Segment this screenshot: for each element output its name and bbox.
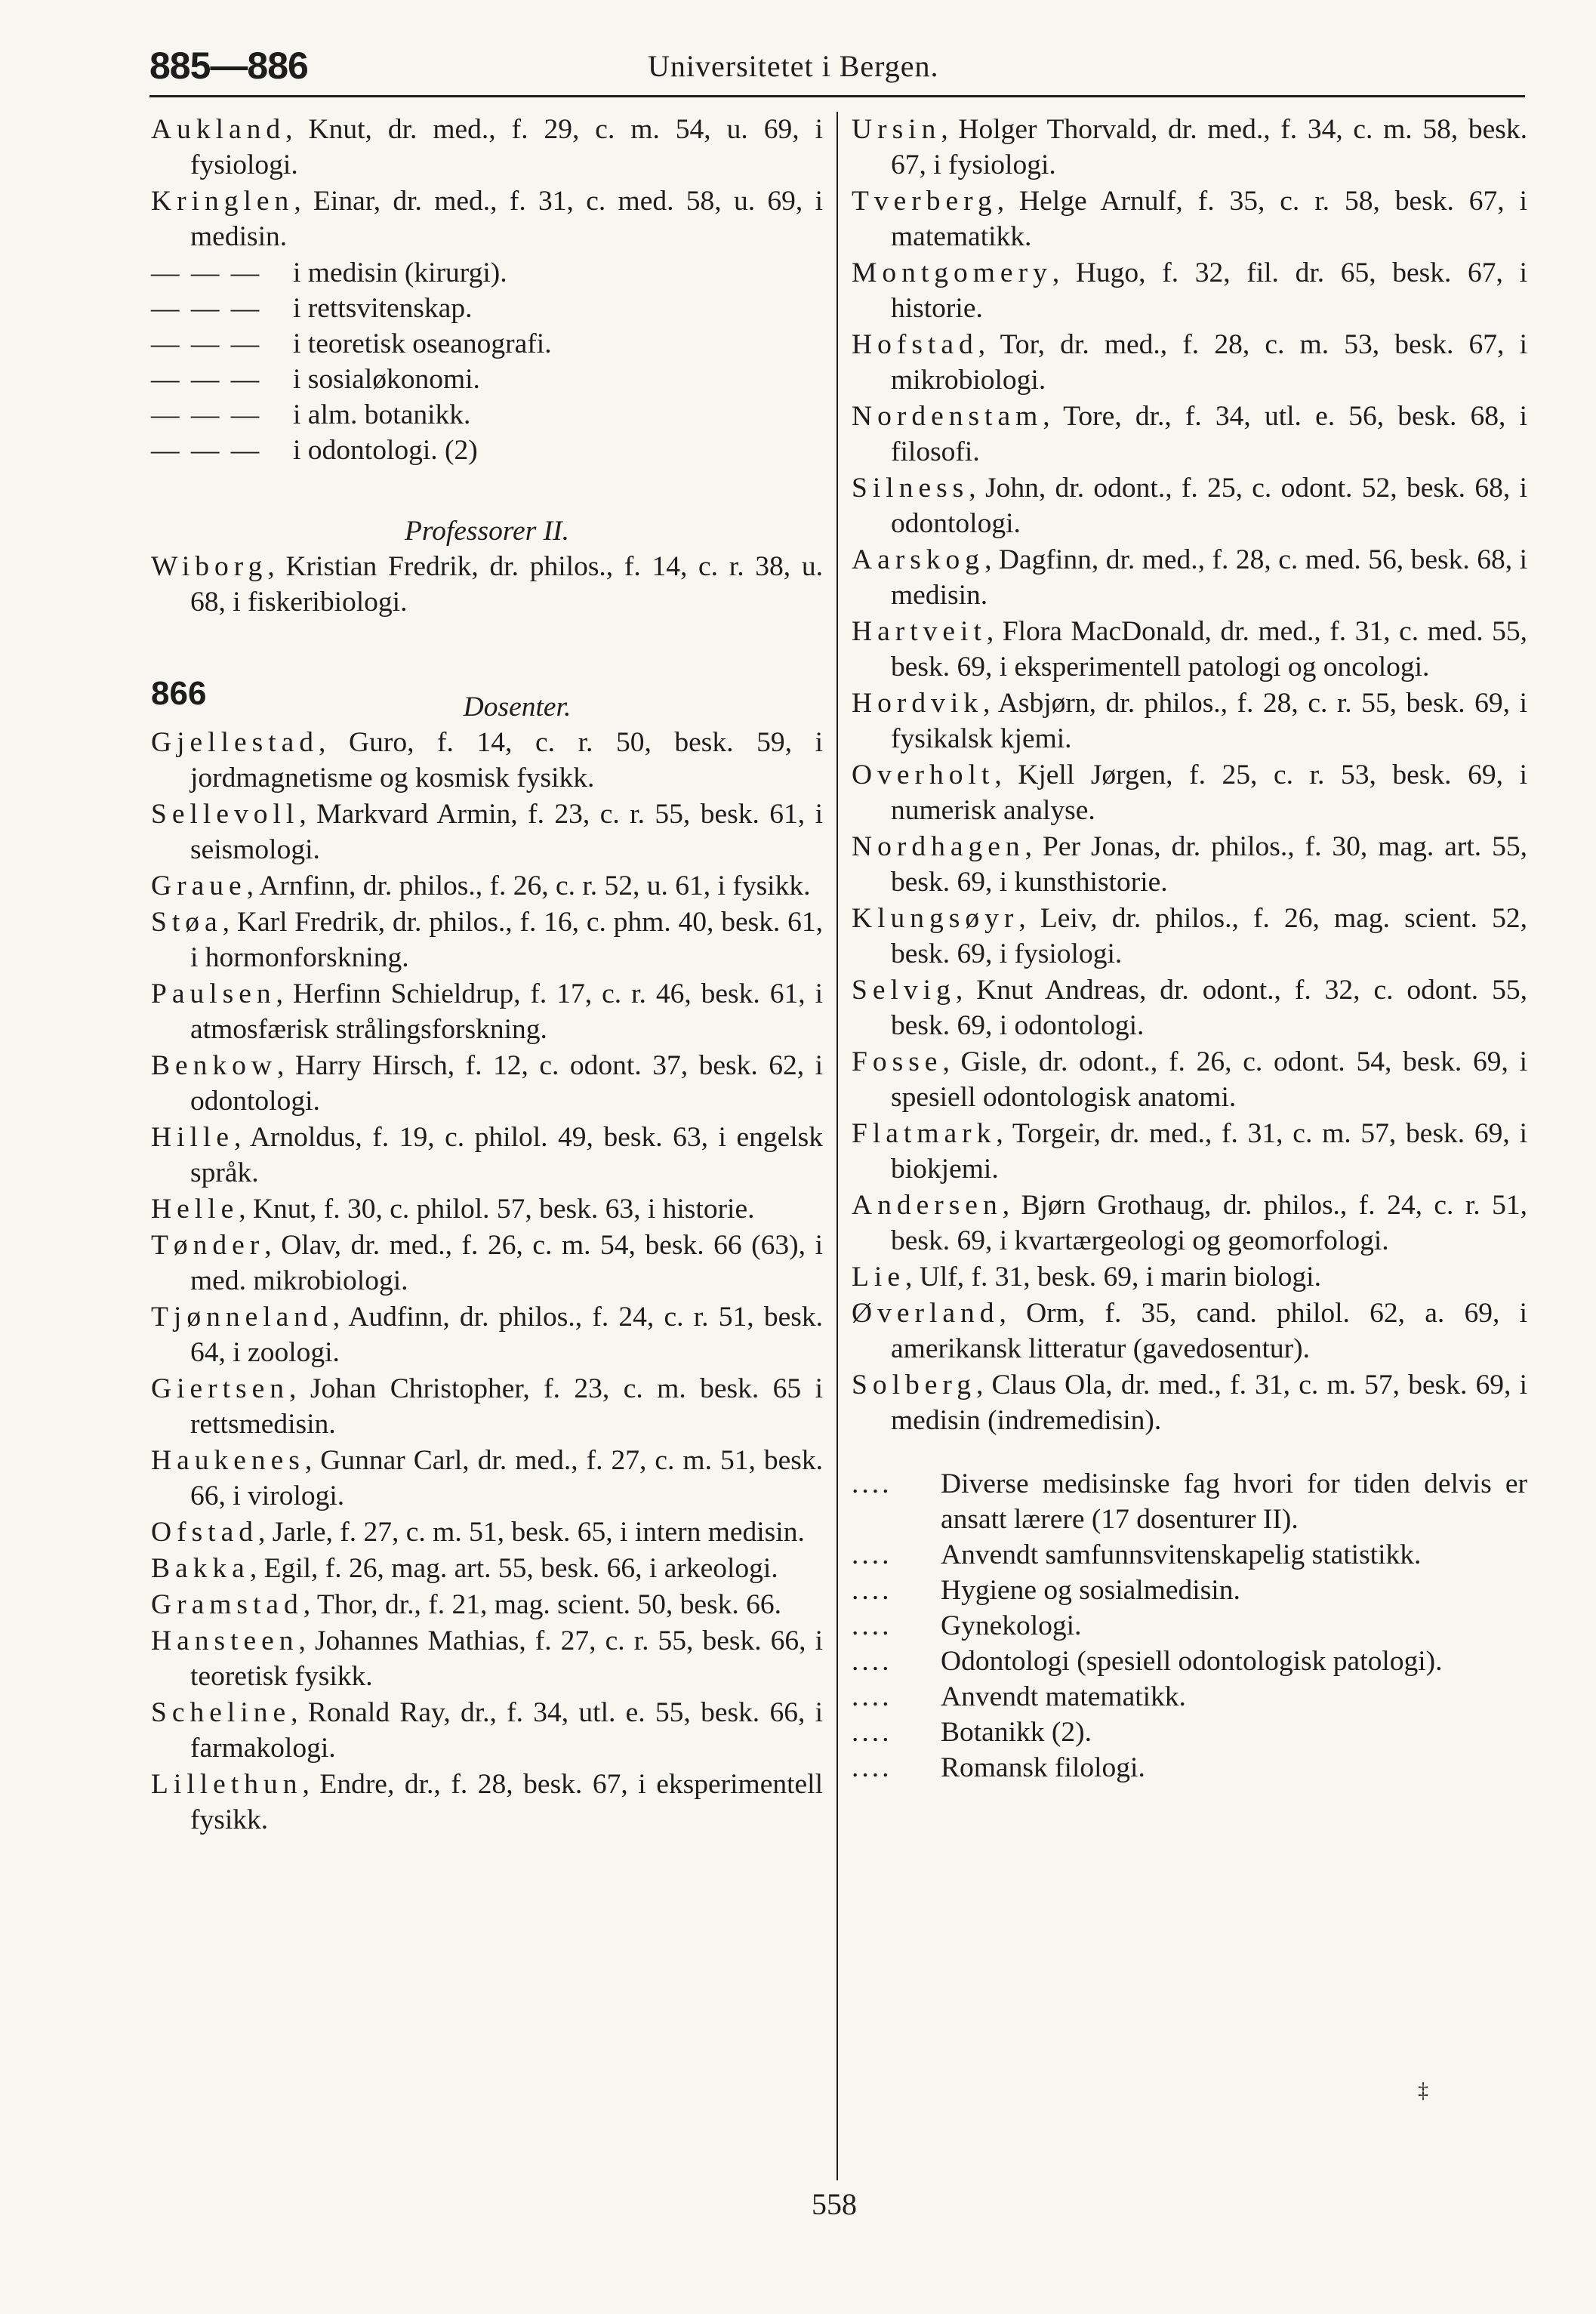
entry-surname: Lillethun	[151, 1769, 303, 1800]
running-title: Universitetet i Bergen.	[648, 49, 939, 83]
staff-entry	[852, 542, 1527, 613]
ditto-entry	[151, 362, 823, 397]
vacant-post-entry	[852, 1466, 1527, 1537]
staff-entry	[852, 1188, 1527, 1259]
staff-entry	[151, 868, 823, 904]
entry-surname: Wiborg	[151, 551, 268, 582]
staff-entry	[852, 972, 1527, 1043]
entry-surname: Silness	[852, 473, 969, 504]
entry-surname: Aukland	[151, 114, 286, 145]
entry-surname: Solberg	[852, 1370, 976, 1400]
entry-details: , Kjell Jørgen, f. 25, c. r. 53, besk. 69, i numerisk analyse.	[891, 760, 1527, 826]
entry-surname: Benkow	[151, 1050, 277, 1081]
entry-details: , Knut, f. 30, c. philol. 57, besk. 63, i historie.	[239, 1194, 755, 1225]
ditto-dashes: — — —	[151, 257, 262, 288]
vacant-post-entry	[852, 1679, 1527, 1715]
leader-dots: ....	[852, 1610, 892, 1641]
entry-details: , Einar, dr. med., f. 31, c. med. 58, u. 69, i medisin.	[190, 186, 823, 252]
leader-dots: ....	[852, 1468, 892, 1499]
staff-entry	[151, 725, 823, 796]
entry-details: , Karl Fredrik, dr. philos., f. 16, c. phm. 40, besk. 61, i hormonforskning.	[190, 907, 823, 973]
entry-details: , Torgeir, dr. med., f. 31, c. m. 57, besk. 69, i biokjemi.	[891, 1118, 1527, 1185]
vacant-post-subject: Gynekologi.	[941, 1610, 1082, 1641]
staff-entry	[151, 1551, 823, 1586]
entry-details: , Orm, f. 35, cand. philol. 62, a. 69, i amerikansk litteratur (gavedosentur).	[891, 1298, 1527, 1364]
entry-details: , Arnfinn, dr. philos., f. 26, c. r. 52, u. 61, i fysikk.	[246, 870, 811, 901]
entry-details: , Hugo, f. 32, fil. dr. 65, besk. 67, i historie.	[891, 257, 1527, 324]
entry-surname: Bakka	[151, 1553, 250, 1584]
staff-entry	[151, 1048, 823, 1119]
spacer	[852, 1439, 1527, 1466]
staff-entry	[852, 757, 1527, 828]
staff-entry	[151, 904, 823, 975]
entry-surname: Lie	[852, 1262, 905, 1293]
professorer-ii-entries	[151, 549, 823, 620]
ditto-entry	[151, 433, 823, 468]
entry-details: , Per Jonas, dr. philos., f. 30, mag. art. 55, besk. 69, i kunsthistorie.	[891, 831, 1527, 898]
staff-entry	[151, 1299, 823, 1370]
entry-surname: Tverberg	[852, 186, 997, 217]
staff-entry	[151, 1623, 823, 1694]
staff-entry	[852, 901, 1527, 972]
entry-details: , Herfinn Schieldrup, f. 17, c. r. 46, besk. 61, i atmosfærisk strålingsforskning.	[190, 978, 823, 1045]
staff-entry	[852, 1116, 1527, 1187]
right-column	[852, 112, 1527, 1786]
entry-details: , Claus Ola, dr. med., f. 31, c. m. 57, besk. 69, i medisin (indremedisin).	[891, 1370, 1527, 1436]
entry-details: , Tor, dr. med., f. 28, c. m. 53, besk. 67, i mikrobiologi.	[891, 329, 1527, 396]
staff-entry	[151, 1228, 823, 1299]
entry-surname: Hansteen	[151, 1625, 299, 1656]
ditto-entry	[151, 326, 823, 362]
vacant-post-subject: Anvendt matematikk.	[941, 1681, 1186, 1712]
staff-entry	[151, 183, 823, 254]
entry-surname: Hille	[151, 1122, 234, 1153]
staff-entry	[852, 686, 1527, 756]
ditto-subject: i sosialøkonomi.	[293, 364, 480, 395]
entry-details: , Ulf, f. 31, besk. 69, i marin biologi.	[904, 1262, 1321, 1293]
entry-details: , Knut, dr. med., f. 29, c. m. 54, u. 69, i fysiologi.	[190, 114, 823, 180]
entry-surname: Nordenstam	[852, 401, 1043, 432]
staff-entry	[852, 399, 1527, 470]
ditto-dashes: — — —	[151, 364, 262, 395]
staff-entry	[151, 1514, 823, 1550]
ditto-subject: i teoretisk oseanografi.	[293, 328, 552, 359]
leader-dots: ....	[852, 1646, 892, 1677]
entry-surname: Giertsen	[151, 1373, 290, 1404]
vacant-post-entry	[852, 1608, 1527, 1644]
entry-details: , Olav, dr. med., f. 26, c. m. 54, besk. 66 (63), i med. mikrobiologi.	[190, 1230, 823, 1296]
stray-mark: ‡	[1418, 2079, 1428, 2103]
entry-details: , Leiv, dr. philos., f. 26, mag. scient. 52, besk. 69, i fysiologi.	[891, 903, 1527, 969]
ditto-dashes: — — —	[151, 293, 262, 324]
entry-surname: Montgomery	[852, 257, 1052, 288]
staff-entry	[151, 1191, 823, 1227]
staff-entry	[151, 1443, 823, 1514]
left-column	[151, 112, 823, 1838]
staff-entry	[151, 1767, 823, 1838]
column-divider	[837, 112, 838, 2180]
vacant-post-entry	[852, 1644, 1527, 1679]
staff-entry	[852, 1296, 1527, 1367]
ditto-subject: i alm. botanikk.	[293, 399, 471, 430]
entry-surname: Paulsen	[151, 978, 276, 1009]
entry-surname: Tjønneland	[151, 1302, 333, 1333]
leader-dots: ....	[852, 1575, 892, 1606]
entry-details: , Flora MacDonald, dr. med., f. 31, c. med. 55, besk. 69, i eksperimentell patologi og oncologi.	[891, 616, 1527, 682]
entry-surname: Ursin	[852, 114, 941, 145]
ditto-entry	[151, 397, 823, 433]
ditto-entry	[151, 255, 823, 291]
staff-entry	[852, 327, 1527, 398]
entry-details: , Egil, f. 26, mag. art. 55, besk. 66, i arkeologi.	[249, 1553, 778, 1584]
entry-surname: Andersen	[852, 1190, 1003, 1221]
section-number: 866	[151, 675, 207, 712]
staff-entry	[852, 112, 1527, 183]
entry-details: , Kristian Fredrik, dr. philos., f. 14, c. r. 38, u. 68, i fiskeribiologi.	[190, 551, 823, 618]
entry-surname: Kringlen	[151, 186, 294, 217]
staff-entry	[852, 255, 1527, 326]
vacant-post-subject: Anvendt samfunnsvitenskapelig statistikk.	[941, 1539, 1422, 1570]
staff-entry	[151, 1695, 823, 1766]
entry-details: , Dagfinn, dr. med., f. 28, c. med. 56, besk. 68, i medisin.	[891, 544, 1527, 611]
entry-surname: Hartveit	[852, 616, 987, 647]
entry-details: , Helge Arnulf, f. 35, c. r. 58, besk. 67, i matematikk.	[891, 186, 1527, 252]
ditto-dashes: — — —	[151, 435, 262, 466]
entry-details: , Holger Thorvald, dr. med., f. 34, c. m. 58, besk. 67, i fysiologi.	[891, 114, 1527, 180]
entry-details: , John, dr. odont., f. 25, c. odont. 52, besk. 68, i odontologi.	[891, 473, 1527, 539]
staff-entry	[151, 976, 823, 1047]
entry-surname: Aarskog	[852, 544, 985, 575]
vacant-posts-list	[852, 1466, 1527, 1786]
staff-entry	[852, 183, 1527, 254]
section-title-dosenter: Dosenter.	[463, 692, 572, 723]
entry-details: , Asbjørn, dr. philos., f. 28, c. r. 55, besk. 69, i fysikalsk kjemi.	[891, 688, 1527, 754]
section-header-866	[151, 675, 823, 725]
staff-entry	[852, 829, 1527, 900]
entry-surname: Øverland	[852, 1298, 1000, 1329]
entry-surname: Fosse	[852, 1046, 943, 1077]
ditto-dashes: — — —	[151, 328, 262, 359]
ditto-subject: i rettsvitenskap.	[293, 293, 473, 324]
entry-details: , Johan Christopher, f. 23, c. m. besk. 65 i rettsmedisin.	[190, 1373, 823, 1440]
ditto-dashes: — — —	[151, 399, 262, 430]
entry-details: , Markvard Armin, f. 23, c. r. 55, besk. 61, i seismologi.	[190, 799, 823, 865]
ditto-entry	[151, 291, 823, 326]
leader-dots: ....	[852, 1681, 892, 1712]
entry-details: , Tore, dr., f. 34, utl. e. 56, besk. 68, i filosofi.	[891, 401, 1527, 467]
entry-details: , Guro, f. 14, c. r. 50, besk. 59, i jordmagnetisme og kosmisk fysikk.	[190, 727, 823, 793]
entry-surname: Overholt	[852, 760, 995, 790]
staff-entry	[151, 796, 823, 867]
staff-entry	[151, 549, 823, 620]
ditto-subject: i medisin (kirurgi).	[293, 257, 507, 288]
entry-surname: Scheline	[151, 1697, 291, 1728]
vacant-post-entry	[852, 1750, 1527, 1786]
header-rule	[149, 95, 1525, 97]
vacant-post-subject: Romansk filologi.	[941, 1752, 1145, 1783]
staff-entry	[852, 1044, 1527, 1115]
staff-entry	[852, 1259, 1527, 1295]
column-numbers: 885—886	[149, 45, 308, 87]
entry-surname: Hordvik	[852, 688, 983, 719]
entry-details: , Bjørn Grothaug, dr. philos., f. 24, c. r. 51, besk. 69, i kvartærgeologi og geomorfologi.	[891, 1190, 1527, 1256]
staff-entry	[151, 1120, 823, 1191]
dosenter-entries-continued	[852, 112, 1527, 1438]
vacant-post-subject: Botanikk (2).	[941, 1717, 1092, 1748]
entry-details: , Harry Hirsch, f. 12, c. odont. 37, besk. 62, i odontologi.	[190, 1050, 823, 1117]
entry-surname: Sellevoll	[151, 799, 300, 830]
staff-entry	[151, 112, 823, 183]
staff-entry	[852, 1367, 1527, 1438]
entry-surname: Gramstad	[151, 1589, 303, 1620]
vacant-post-subject: Diverse medisinske fag hvori for tiden delvis er ansatt lærere (17 dosenturer II).	[941, 1468, 1527, 1535]
staff-entry	[151, 1371, 823, 1442]
entry-surname: Graue	[151, 870, 247, 901]
leader-dots: ....	[852, 1717, 892, 1748]
ditto-entries	[151, 255, 823, 468]
vacant-post-entry	[852, 1573, 1527, 1608]
entry-details: , Audfinn, dr. philos., f. 24, c. r. 51, besk. 64, i zoologi.	[190, 1302, 823, 1368]
vacant-post-subject: Odontologi (spesiell odontologisk patologi).	[941, 1646, 1443, 1677]
entry-details: , Johannes Mathias, f. 27, c. r. 55, besk. 66, i teoretisk fysikk.	[190, 1625, 823, 1692]
leader-dots: ....	[852, 1752, 892, 1783]
entry-details: , Endre, dr., f. 28, besk. 67, i eksperimentell fysikk.	[190, 1769, 823, 1835]
entry-surname: Tønder	[151, 1230, 265, 1261]
entry-surname: Nordhagen	[852, 831, 1025, 862]
entry-surname: Støa	[151, 907, 223, 938]
vacant-post-subject: Hygiene og sosialmedisin.	[941, 1575, 1240, 1606]
entry-details: , Thor, dr., f. 21, mag. scient. 50, besk. 66.	[303, 1589, 781, 1620]
entry-details: , Ronald Ray, dr., f. 34, utl. e. 55, besk. 66, i farmakologi.	[190, 1697, 823, 1764]
entry-details: , Jarle, f. 27, c. m. 51, besk. 65, i intern medisin.	[257, 1517, 805, 1548]
vacant-post-entry	[852, 1715, 1527, 1750]
entry-details: , Arnoldus, f. 19, c. philol. 49, besk. 63, i engelsk språk.	[190, 1122, 823, 1188]
entry-surname: Helle	[151, 1194, 239, 1225]
section-title-professorer-ii: Professorer II.	[404, 516, 570, 547]
ditto-subject: i odontologi. (2)	[293, 435, 478, 466]
entry-details: , Gunnar Carl, dr. med., f. 27, c. m. 51, besk. 66, i virologi.	[190, 1445, 823, 1511]
entry-surname: Ofstad	[151, 1517, 258, 1548]
page-number: 558	[812, 2187, 857, 2221]
entry-details: , Gisle, dr. odont., f. 26, c. odont. 54, besk. 69, i spesiell odontologisk anatomi.	[891, 1046, 1527, 1113]
staff-entry	[852, 470, 1527, 541]
entry-surname: Selvig	[852, 975, 956, 1006]
entry-surname: Klungsøyr	[852, 903, 1019, 934]
staff-entry	[151, 1587, 823, 1622]
dosenter-entries	[151, 725, 823, 1838]
professor-entries	[151, 112, 823, 254]
entry-surname: Haukenes	[151, 1445, 305, 1476]
entry-surname: Gjellestad	[151, 727, 319, 758]
page-header	[149, 44, 1524, 89]
entry-surname: Flatmark	[852, 1118, 997, 1149]
staff-entry	[852, 614, 1527, 685]
entry-details: , Knut Andreas, dr. odont., f. 32, c. odont. 55, besk. 69, i odontologi.	[891, 975, 1527, 1041]
vacant-post-entry	[852, 1537, 1527, 1573]
leader-dots: ....	[852, 1539, 892, 1570]
entry-surname: Hofstad	[852, 329, 978, 360]
